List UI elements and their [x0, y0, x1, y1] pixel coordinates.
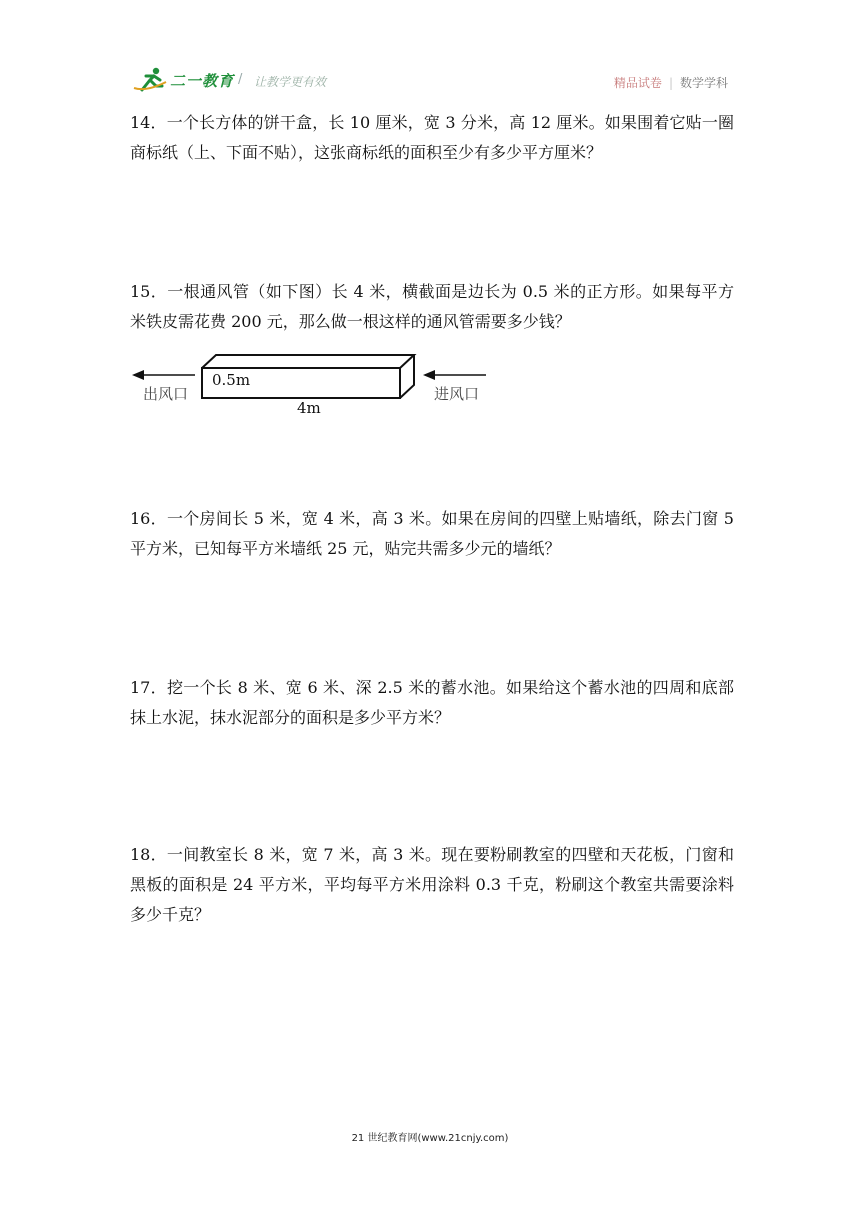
running-man-logo-icon — [132, 66, 168, 94]
question-number: 18． — [130, 845, 167, 864]
question-text: 一个长方体的饼干盒，长 10 厘米，宽 3 分米，高 12 厘米。如果围着它贴一圈商标纸（上、下面不贴），这张商标纸的面积至少有多少平方厘米？ — [130, 113, 734, 162]
page-footer: 21 世纪教育网(www.21cnjy.com) — [351, 1133, 509, 1144]
brand-name: 二一教育 — [170, 72, 235, 90]
question-14 — [130, 108, 734, 168]
inlet-arrowhead — [423, 370, 435, 380]
question-number: 16． — [130, 509, 167, 528]
page-header — [0, 0, 860, 100]
question-15 — [130, 277, 734, 337]
pipe-length-label: 4m — [297, 399, 321, 417]
question-text: 一间教室长 8 米，宽 7 米，高 3 米。现在要粉刷教室的四壁和天花板，门窗和黑板的面积是 24 平方米，平均每平方米用涂料 0.3 千克，粉刷这个教室共需要涂料多少千克？ — [130, 845, 734, 924]
question-number: 17． — [130, 678, 167, 697]
inlet-label: 进风口 — [434, 385, 480, 403]
header-divider: / — [238, 72, 243, 87]
question-text: 一个房间长 5 米，宽 4 米，高 3 米。如果在房间的四壁上贴墙纸，除去门窗 5 平方米，已知每平方米墙纸 25 元，贴完共需多少元的墙纸？ — [130, 509, 734, 558]
question-18 — [130, 840, 734, 930]
ventilation-pipe-figure — [130, 350, 500, 425]
question-17 — [130, 673, 734, 733]
question-text: 一根通风管（如下图）长 4 米，横截面是边长为 0.5 米的正方形。如果每平方米铁皮需花费 200 元，那么做一根这样的通风管需要多少钱？ — [130, 282, 734, 331]
question-text: 挖一个长 8 米、宽 6 米、深 2.5 米的蓄水池。如果给这个蓄水池的四周和底部抹上水泥，抹水泥部分的面积是多少平方米？ — [130, 678, 734, 727]
tag-subject: 数学学科 — [679, 76, 728, 90]
question-16 — [130, 504, 734, 564]
question-number: 14． — [130, 113, 167, 132]
pipe-top-face — [202, 355, 414, 368]
slogan: 让教学更有效 — [254, 75, 327, 89]
outlet-label: 出风口 — [143, 385, 189, 403]
outlet-arrowhead — [132, 370, 144, 380]
side-length-label: 0.5m — [212, 371, 251, 389]
question-number: 15． — [130, 282, 168, 301]
tag-premium: 精品试卷 — [613, 76, 662, 90]
subject-tag — [614, 74, 728, 91]
tag-separator: | — [668, 76, 673, 90]
